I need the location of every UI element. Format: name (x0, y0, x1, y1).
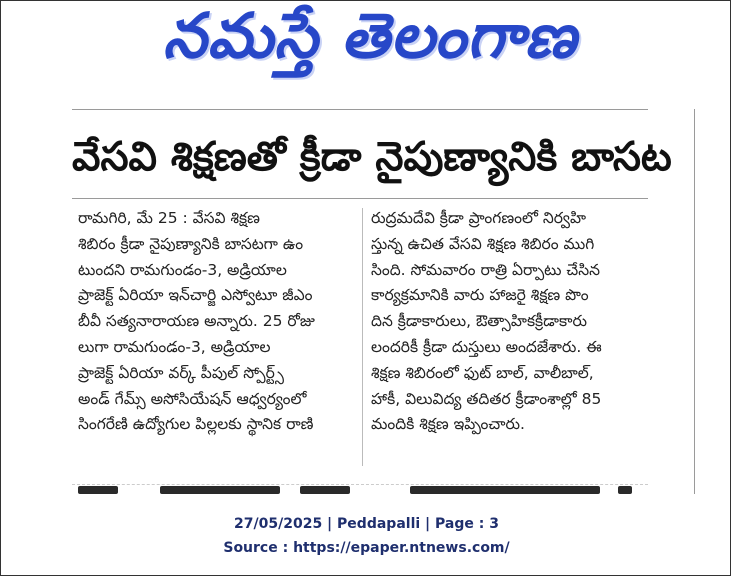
article-line: హాకీ, విలువిద్య తదితర క్రీడాంశాల్లో 85 (371, 389, 602, 408)
footer-date-edition: 27/05/2025 | Peddapalli | Page : 3 (234, 516, 499, 532)
article-headline: వేసవి శిక్షణతో క్రీడా నైపుణ్యానికి బాసట (72, 134, 672, 180)
clipped-text-fragment (78, 486, 118, 494)
masthead-logo-text: నమస్తే తెలంగాణ (162, 0, 578, 72)
article-line: రామగిరి, మే 25 : వేసవి శిక్షణ (78, 209, 260, 227)
article-line: రుద్రమదేవి క్రీడా ప్రాంగణంలో నిర్వహి (371, 209, 587, 227)
clipped-text-fragment (618, 486, 632, 494)
clipped-text-fragment (410, 486, 600, 494)
footer-source: Source : https://epaper.ntnews.com/ (223, 540, 510, 556)
article-line: సింది. సోమవారం రాత్రి ఏర్పాటు చేసిన (371, 260, 600, 279)
article-line: లుగా రామగుండం-3, అడ్రియాల (78, 337, 271, 356)
article-line: టుందని రామగుండం-3, అడ్రియాల (78, 260, 287, 279)
article-line: దిన క్రీడాకారులు, ఔత్సాహికక్రీడాకారు (371, 312, 588, 331)
article-line: స్తున్న ఉచిత వేసవి శిక్షణ శిబిరం ముగి (371, 234, 595, 253)
article-line: ప్రాజెక్ట్ ఏరియా ఇన్‌చార్జి ఎస్వోటూ జీఎం (78, 286, 313, 305)
top-rule (72, 109, 648, 110)
clipped-text-fragment (160, 486, 280, 494)
article-line: శిక్షణ శిబిరంలో ఫుట్ బాల్, వాలీబాల్, (371, 363, 594, 382)
article-line: లందరికీ క్రీడా దుస్తులు అందజేశారు. ఈ (371, 337, 602, 356)
clipped-text-fragment (300, 486, 350, 494)
headline-rule (72, 198, 648, 199)
article-line: అండ్ గేమ్స్ అసోసియేషన్ ఆధ్వర్యంలో (78, 389, 307, 408)
article-line: సింగరేణి ఉద్యోగుల పిల్లలకు స్థానిక రాణి (78, 415, 314, 434)
article-line: మందికి శిక్షణ ఇప్పించారు. (371, 415, 525, 434)
page-footer (0, 512, 733, 560)
column-divider (362, 208, 363, 466)
right-rule (694, 109, 695, 494)
article-line: శిబిరం క్రీడా నైపుణ్యానికి బాసటగా ఉం (78, 234, 304, 253)
article-line: ప్రాజెక్ట్ ఏరియా వర్క్ పీపుల్ స్పోర్ట్స్ (78, 363, 284, 382)
article-line: కార్యక్రమానికి వారు హాజరై శిక్షణ పొం (371, 286, 589, 305)
newspaper-masthead (140, 2, 600, 84)
article-line: బీవీ సత్యనారాయణ అన్నారు. 25 రోజు (78, 312, 315, 331)
article-column-right (371, 206, 656, 438)
article-column-left (78, 206, 363, 438)
